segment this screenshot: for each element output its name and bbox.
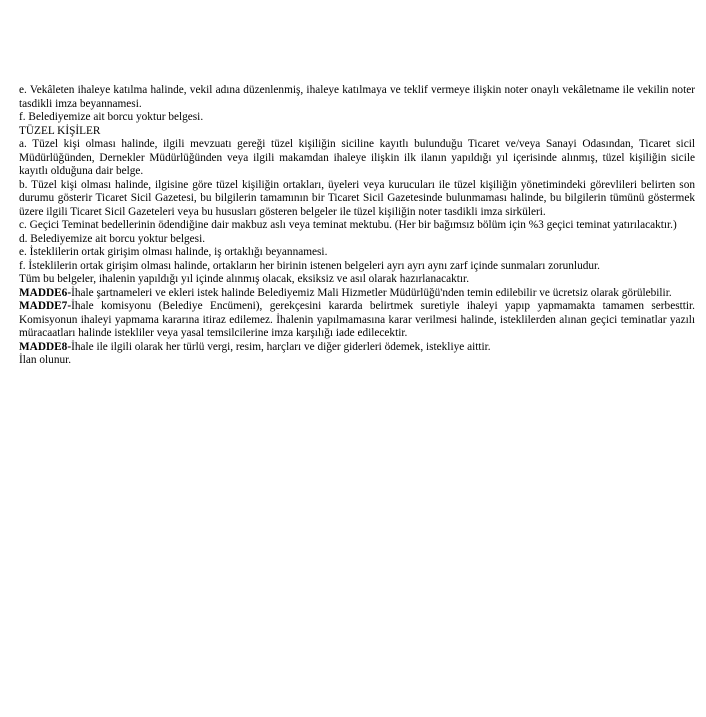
paragraph-madde6 (19, 287, 695, 301)
madde8-label: MADDE8- (19, 340, 72, 353)
madde8-text: İhale ile ilgili olarak her türlü vergi, resim, harçları ve diğer giderleri ödemek, istekliye aittir. (71, 340, 491, 353)
paragraph-tuzel-f: f. İsteklilerin ortak girişim olması halinde, ortakların her birinin istenen belgeleri ayrı ayrı aynı zarf içinde sunmaları zorunludur. (19, 259, 600, 272)
paragraph-tuzel-d: d. Belediyemize ait borcu yoktur belgesi. (19, 232, 206, 245)
document-body (19, 84, 695, 368)
heading-tuzel-kisiler: TÜZEL KİŞİLER (19, 124, 101, 137)
madde6-text: İhale şartnameleri ve ekleri istek halinde Belediyemiz Mali Hizmetler Müdürlüğü'nden temin edilebilir ve ücretsiz olarak görülebilir. (71, 286, 672, 299)
paragraph-tuzel-c: c. Geçici Teminat bedellerinin ödendiğine dair makbuz aslı veya teminat mektubu. (Her bir bağımsız bölüm için %3 geçici teminat yatırılacaktır.) (19, 219, 677, 231)
madde7-label: MADDE7- (19, 300, 72, 312)
paragraph-tum-belgeler: Tüm bu belgeler, ihalenin yapıldığı yıl içinde alınmış olacak, eksiksiz ve asıl olarak hazırlanacaktır. (19, 273, 470, 285)
madde7-text: İhale komisyonu (Belediye Encümeni), gerekçesini kararda belirtmek suretiyle ihaleyi yapıp yapmamakta tamamen serbesttir. Komisyonun ihaleyi yapmama kararına itiraz edilemez. İhalenin yapılmamasına karar verilmesi halinde, isteklilerden alınan geçici teminatlar yazılı müracaatları halinde istekliler veya yasal temsilcilerine imza karşılığı iade edilecektir. (19, 300, 695, 339)
paragraph-tuzel-a: a. Tüzel kişi olması halinde, ilgili mevzuatı gereği tüzel kişiliğin siciline kayıtlı bulunduğu Ticaret ve/veya Sanayi Odasından, Ticaret sicil Müdürlüğünden, Dernekler Müdürlüğünden veya ilgili makamdan ihaleye ilişkin ilk ilanın yapıldığı yıl içerisinde alınmış, tüzel kişiliğin sicile kayıtlı olduğuna dair belge. (19, 138, 695, 177)
paragraph-closing: İlan olunur. (19, 354, 72, 366)
madde6-label: MADDE6- (19, 286, 72, 299)
paragraph-tuzel-e: e. İsteklilerin ortak girişim olması halinde, iş ortaklığı beyannamesi. (19, 246, 328, 258)
paragraph-vekalet: e. Vekâleten ihaleye katılma halinde, vekil adına düzenlenmiş, ihaleye katılmaya ve teklif vermeye ilişkin noter onaylı vekâletname ile vekilin noter tasdikli imza beyannamesi. (19, 84, 695, 110)
paragraph-madde7 (19, 300, 695, 341)
paragraph-madde8 (19, 341, 695, 355)
paragraph-tuzel-b: b. Tüzel kişi olması halinde, ilgisine göre tüzel kişiliğin ortakları, üyeleri veya kurucuları ile tüzel kişiliğin yönetimindeki görevlileri belirten son durumu gösterir Ticaret Sicil Gazetesi, bu bilgilerin tamamının bir Ticaret Sicil Gazetesinde bulunmaması halinde, bu bilgilerin tümünü göstermek üzere ilgili Ticaret Sicil Gazeteleri veya bu hususları gösteren belgeler ile tüzel kişiliğin noter tasdikli imza sirküleri. (19, 178, 695, 218)
paragraph-borc-gercek: f. Belediyemize ait borcu yoktur belgesi. (19, 111, 204, 123)
